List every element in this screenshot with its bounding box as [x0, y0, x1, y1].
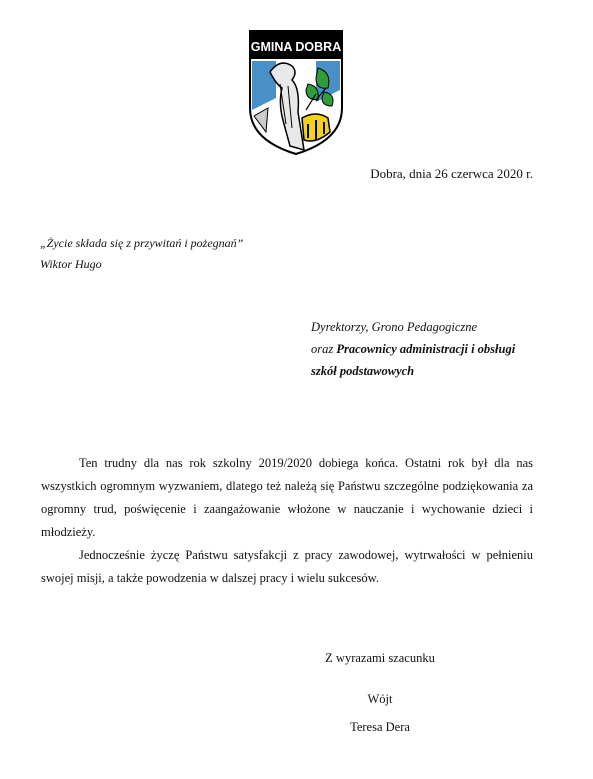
gmina-dobra-coat-of-arms: [246, 28, 346, 156]
letter-date: Dobra, dnia 26 czerwca 2020 r.: [370, 166, 533, 181]
signatory-title: Wójt: [367, 692, 393, 706]
body-paragraph-1: Ten trudny dla nas rok szkolny 2019/2020 dobiega końca. Ostatni rok był dla nas wszystkich ogromnym wyzwaniem, dlatego też należą się Państwu szczególne podziękowania za ogromny trud, poświęcenie i zaangażowanie włożone w nauczanie i wychowanie dzieci i młodzieży.: [41, 456, 533, 539]
quote-author: Wiktor Hugo: [40, 257, 102, 271]
quote-text: „Życie składa się z przywitań i pożegnań”: [40, 236, 244, 250]
addressee-line-2: [311, 338, 515, 360]
signatory-name: Teresa Dera: [350, 720, 410, 734]
closing-regards: Z wyrazami szacunku: [325, 651, 435, 665]
addressee-line-3: szkół podstawowych: [311, 364, 415, 378]
crest-label: GMINA DOBRA: [250, 40, 342, 54]
quote-block: [40, 233, 243, 275]
addressee-block: [311, 316, 515, 382]
addressee-line-2-bold: Pracownicy administracji i obsługi: [336, 342, 516, 356]
body-paragraph-2: Jednocześnie życzę Państwu satysfakcji z pracy zawodowej, wytrwałości w pełnieniu swojej misji, a także powodzenia w dalszej pracy i wielu sukcesów.: [41, 548, 533, 585]
addressee-line-1: Dyrektorzy, Grono Pedagogiczne: [311, 320, 478, 334]
letter-body: [41, 452, 533, 590]
addressee-line-2-prefix: oraz: [311, 342, 337, 356]
